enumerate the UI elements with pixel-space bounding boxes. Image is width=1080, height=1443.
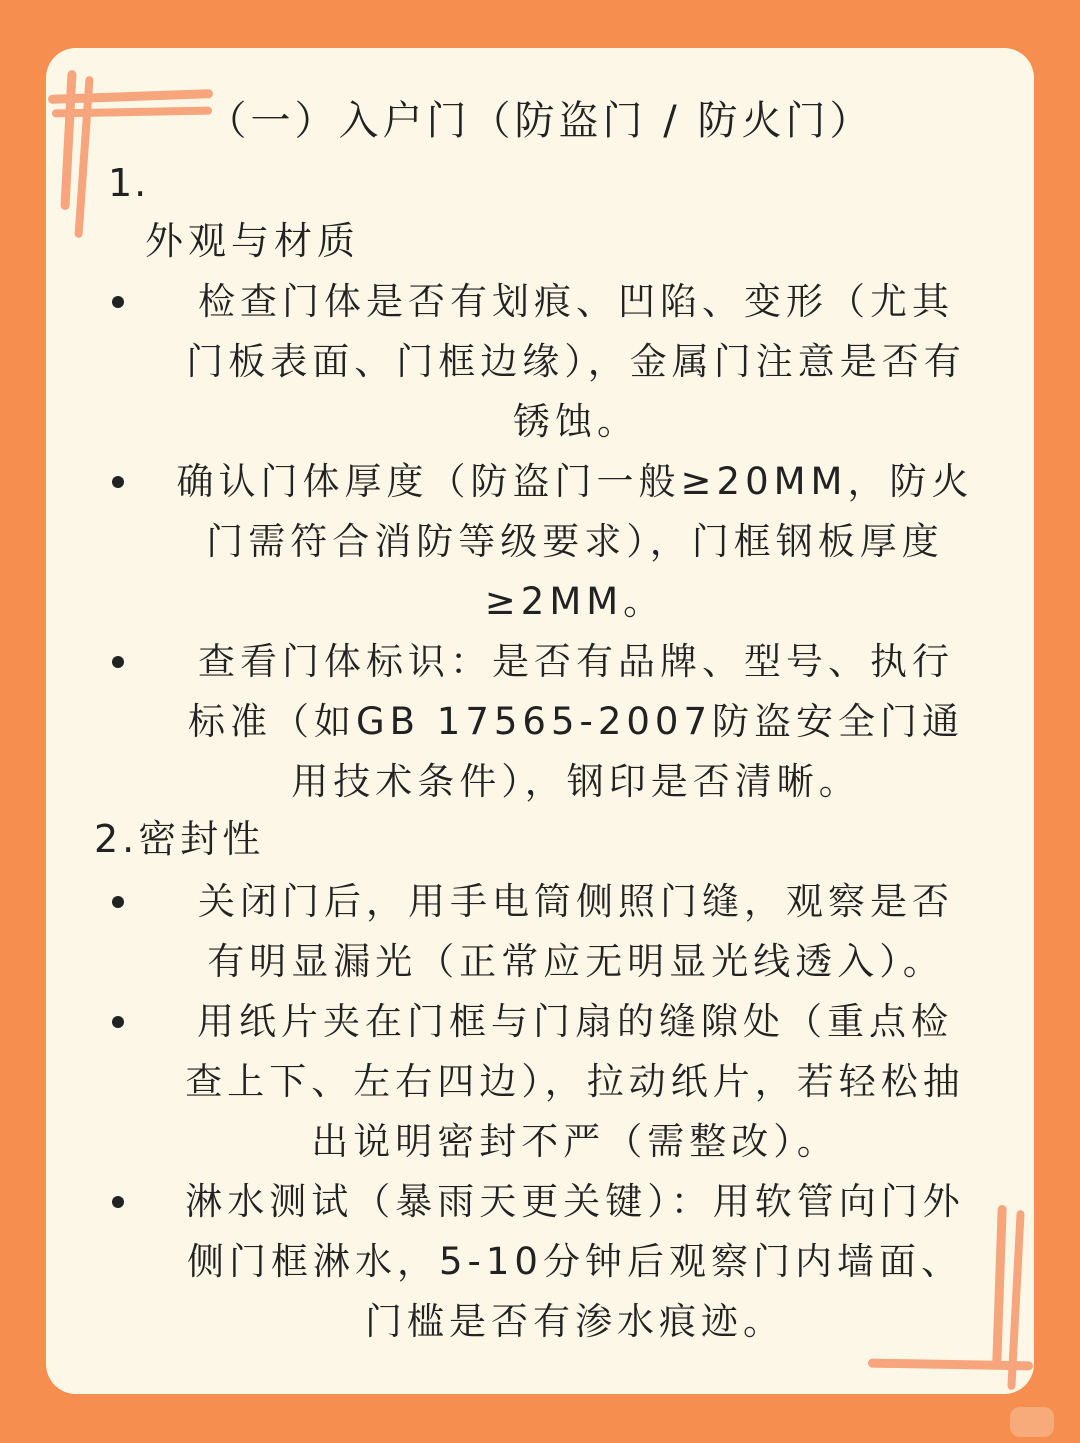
list-item-line: 门槛是否有渗水痕迹。 xyxy=(365,1300,785,1343)
list-item xyxy=(146,272,1006,452)
bullet-dot xyxy=(112,296,124,308)
list-item-line: 锈蚀。 xyxy=(513,400,639,443)
list-item-line: 检查门体是否有划痕、凹陷、变形（尤其 xyxy=(198,280,954,323)
list-item xyxy=(146,872,1006,992)
bullet-dot xyxy=(112,476,124,488)
list-item xyxy=(146,632,1006,812)
bullet-dot xyxy=(112,896,124,908)
list-item xyxy=(140,992,1010,1172)
list-item-line: 用技术条件），钢印是否清晰。 xyxy=(291,760,861,803)
watermark-icon xyxy=(1010,1407,1054,1437)
list-item-line: 关闭门后，用手电筒侧照门缝，观察是否 xyxy=(198,880,954,923)
list-item-line: 门需符合消防等级要求），门框钢板厚度 xyxy=(206,520,944,563)
section-heading: 外观与材质 xyxy=(145,219,361,263)
list-item-line: 出说明密封不严（需整改）。 xyxy=(311,1120,839,1163)
list-item-line: 标准（如GB 17565-2007防盗安全门通 xyxy=(187,700,965,743)
page-title: （一）入户门（防盗门 / 防火门） xyxy=(206,98,874,144)
section-heading: 2.密封性 xyxy=(94,817,265,861)
list-item-line: 确认门体厚度（防盗门一般≥20MM，防火 xyxy=(176,460,974,503)
list-item-line: 侧门框淋水，5-10分钟后观察门内墙面、 xyxy=(187,1240,963,1283)
list-item-line: 查看门体标识：是否有品牌、型号、执行 xyxy=(198,640,954,683)
list-item-line: 有明显漏光（正常应无明显光线透入）。 xyxy=(207,940,945,983)
list-item xyxy=(140,1172,1010,1352)
list-item-line: 用纸片夹在门框与门扇的缝隙处（重点检 xyxy=(197,1000,953,1043)
list-item-line: 查上下、左右四边），拉动纸片，若轻松抽 xyxy=(185,1060,965,1103)
section-number: 1. xyxy=(108,161,149,205)
bullet-dot xyxy=(112,656,124,668)
list-item-line: 淋水测试（暴雨天更关键）：用软管向门外 xyxy=(185,1180,965,1223)
list-item-line: ≥2MM。 xyxy=(484,580,666,623)
bullet-dot xyxy=(112,1196,124,1208)
list-item xyxy=(140,452,1010,632)
bullet-dot xyxy=(112,1016,124,1028)
list-item-line: 门板表面、门框边缘），金属门注意是否有 xyxy=(186,340,966,383)
